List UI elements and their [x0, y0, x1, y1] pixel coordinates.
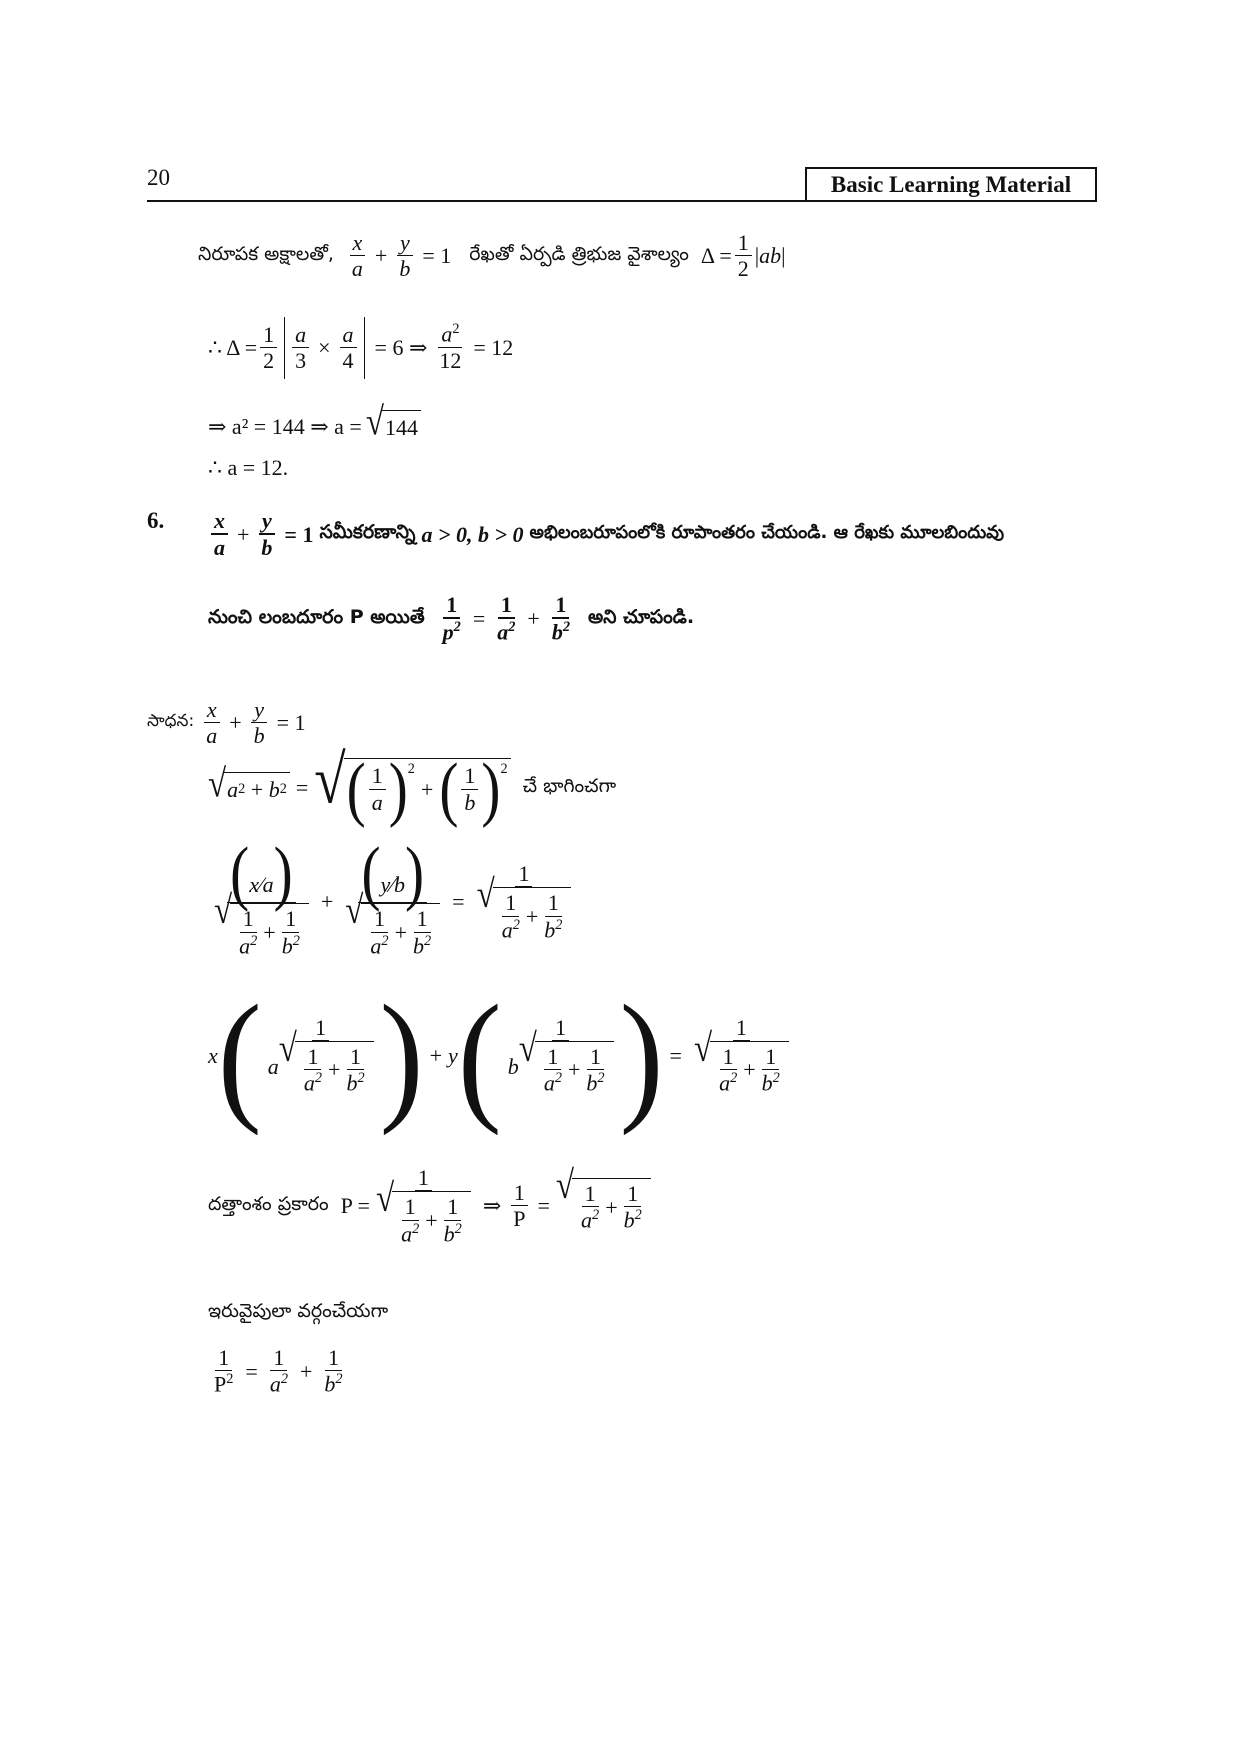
- intro-text-2: రేఖతో ఏర్పడి త్రిభుజ వైశాల్యం: [469, 242, 689, 265]
- area-step-2: ∴ Δ = $\frac{1}{2}$ $\frac{a}{3}$ × $\frac{a}{4}$ = 6 ⇒ $\frac{a^2}{12}$ = 12: [208, 317, 519, 379]
- step3-radicand: 144: [382, 410, 421, 443]
- frac-x-a: $\frac{x}{a}$: [349, 230, 366, 283]
- problem-line-1: $\frac{x}{a}$ + $\frac{y}{b}$ = 1 సమీకరణాన్ని a > 0, b > 0 అభిలంబరూపంలోకి రూపాంతరం చేయండి. ఆ రేఖకు మూలబిందువు: [208, 508, 1004, 562]
- solution-line-4: x ( 1 a √ $\frac{1}{a^2}$ + $\frac{1}{b^2}$ ) + y ( 1 b √ $\frac{1}{a^2}$ + $\frac{1}{b^2}$ ) = 1 √ $\frac{1}{a^2}$ + $\frac{1}{b^2}$: [208, 990, 795, 1122]
- problem-line-2: నుంచి లంబదూరం P అయితే $\frac{1}{p^2}$ = $\frac{1}{a^2}$ + $\frac{1}{b^2}$ అని చూపండి.: [208, 592, 695, 645]
- problem-text-3: నుంచి లంబదూరం P అయితే: [208, 605, 425, 628]
- solution-label: సాధన:: [147, 711, 195, 732]
- header-title: Basic Learning Material: [805, 167, 1097, 200]
- problem-text-2: అభిలంబరూపంలోకి రూపాంతరం చేయండి. ఆ రేఖకు మూలబిందువు: [529, 522, 1005, 544]
- solution-line-3: (x∕a) √ $\frac{1}{a^2}$ + $\frac{1}{b^2}$ + (y∕b) √ $\frac{1}{a^2}$ + $\frac{1}{b^2}$ = 1 √ $\frac{1}{a^2}$ + $\frac{1}{b^2}$: [208, 845, 577, 959]
- squaring-label: ఇరువైపులా వర్గంచేయగా: [208, 1300, 389, 1322]
- divide-text: చే భాగించగా: [522, 774, 617, 797]
- page-number: 20: [147, 165, 170, 190]
- final-result: $\frac{1}{P^2}$ = $\frac{1}{a^2}$ + $\frac{1}{b^2}$: [214, 1345, 343, 1397]
- intro-text-1: నిరూపక అక్షాలతో,: [198, 242, 334, 265]
- frac-y-b: $\frac{y}{b}$: [396, 230, 413, 283]
- solution-line-5: దత్తాంశం ప్రకారం P = 1 √ $\frac{1}{a^2}$ + $\frac{1}{b^2}$ ⇒ $\frac{1}{P}$ = √ $\frac{1}{a^2}$ + $\frac{1}{b^2}$: [208, 1165, 651, 1247]
- given-text: దత్తాంశం ప్రకారం: [208, 1192, 329, 1215]
- header-rule: [147, 200, 1097, 202]
- frac-one-half: $\frac{1}{2}$: [735, 230, 752, 283]
- solution-line-1: సాధన: $\frac{x}{a}$ + $\frac{y}{b}$ = 1: [147, 697, 306, 749]
- intro-line: నిరూపక అక్షాలతో, $\frac{x}{a}$ + $\frac{y}{b}$ = 1 రేఖతో ఏర్పడి త్రిభుజ వైశాల్యం Δ = $\frac{1}{2}$ |ab|: [198, 230, 786, 282]
- solution-line-2: √ a 2 + b 2 = √ ( $\frac{1}{a}$ ) $^2$ + ( $\frac{1}{b}$ ) $^2$ చే భాగించగా: [208, 742, 617, 829]
- problem-condition: a > 0, b > 0: [421, 521, 524, 547]
- step3-lhs: ⇒ a² = 144 ⇒ a =: [208, 413, 362, 439]
- problem-text-1: సమీకరణాన్ని: [319, 521, 416, 544]
- squaring-text: [208, 1300, 388, 1327]
- abs-ab: |ab|: [754, 243, 786, 269]
- problem-number: 6.: [147, 508, 165, 533]
- area-step-4: ∴ a = 12.: [208, 455, 289, 480]
- area-step-3: ⇒ a² = 144 ⇒ a = √ 144: [208, 410, 421, 443]
- problem-text-4: అని చూపండి.: [587, 605, 695, 628]
